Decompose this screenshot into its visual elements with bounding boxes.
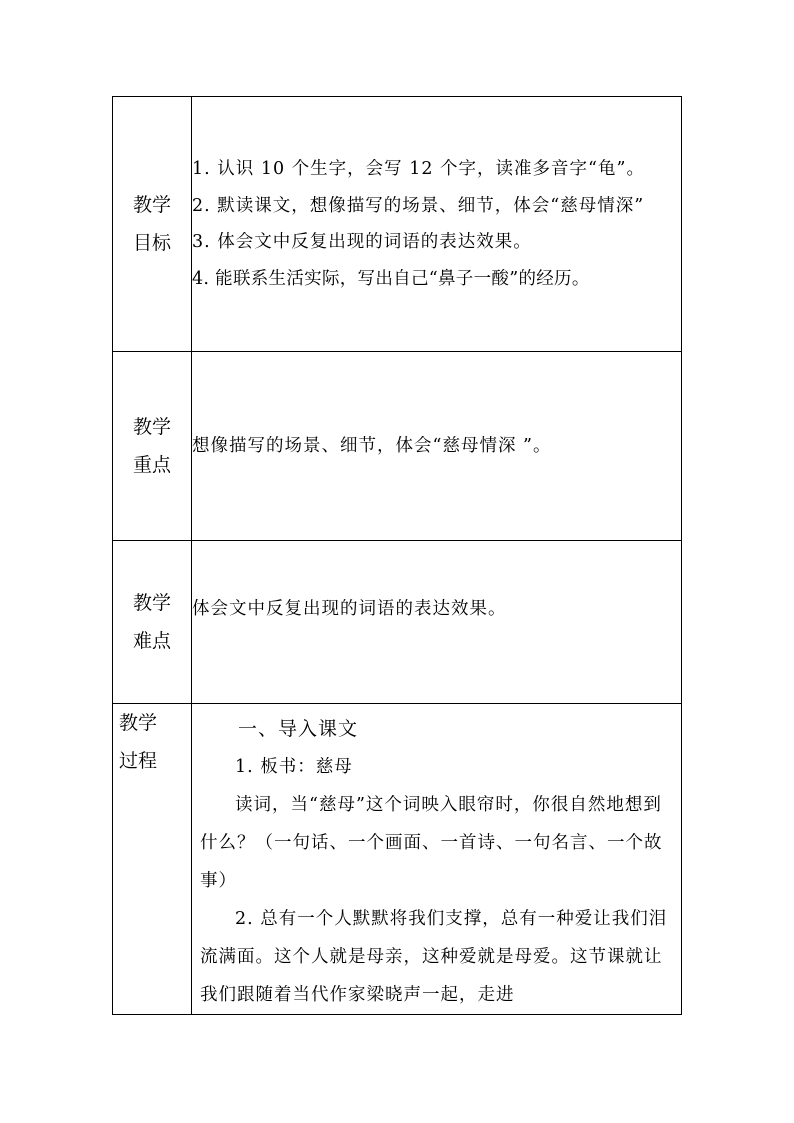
goal-item: 2. 默读课文，想像描写的场景、细节，体会“慈母情深” — [192, 195, 645, 216]
goal-item: 3. 体会文中反复出现的词语的表达效果。 — [192, 232, 532, 252]
label-difficulties: 教学 难点 — [113, 541, 192, 704]
goal-item: 1. 认识 10 个生字，会写 12 个字，读准多音字“龟”。 — [192, 159, 645, 179]
process-paragraph: 1. 板书：慈母 — [235, 757, 353, 777]
row-process — [113, 704, 682, 1015]
label-goals: 教学 目标 — [113, 97, 192, 352]
row-difficulties — [113, 541, 682, 704]
process-paragraph: 2. 总有一个人默默将我们支撑，总有一种爱让我们泪流满面。这个人就是母亲，这种爱就是母爱。这节课就让我们跟随着当代作家梁晓声一起，走进 — [200, 909, 668, 1005]
content-key-points: 想像描写的场景、细节，体会“慈母情深 ”。 — [192, 352, 682, 541]
label-key-points: 教学 重点 — [113, 352, 192, 541]
row-key-points — [113, 352, 682, 541]
content-goals — [192, 97, 682, 352]
content-process — [192, 704, 682, 1015]
label-process: 教学 过程 — [113, 704, 192, 1015]
lesson-plan-table — [112, 96, 682, 1015]
row-goals — [113, 97, 682, 352]
content-difficulties: 体会文中反复出现的词语的表达效果。 — [192, 541, 682, 704]
goal-item: 4. 能联系生活实际，写出自己“鼻子一酸”的经历。 — [192, 268, 590, 289]
process-paragraph: 读词，当“慈母”这个词映入眼帘时，你很自然地想到什么？（一句话、一个画面、一首诗、一句名言、一个故事） — [200, 795, 663, 891]
process-heading: 一、导入课文 — [238, 718, 359, 740]
